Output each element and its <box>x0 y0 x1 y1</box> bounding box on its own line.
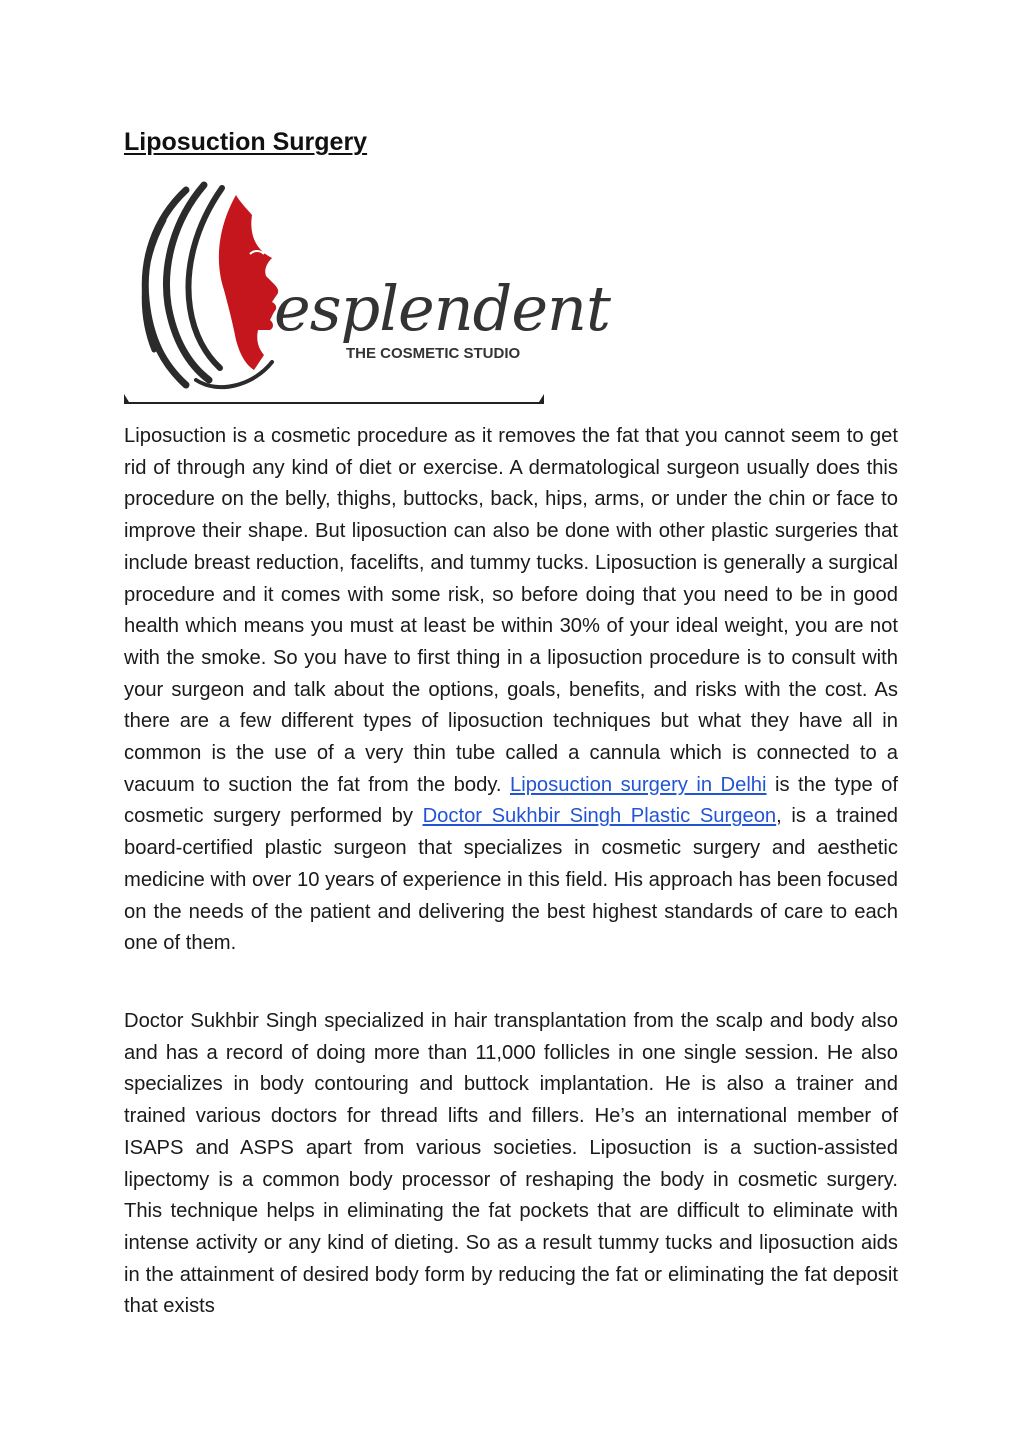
paragraph-intro <box>124 421 898 960</box>
paragraph-doctor: Doctor Sukhbir Singh specialized in hair transplantation from the scalp and body also and has a record of doing more than 11,000 follicles in one single session. He also specializes in body contouring and buttock implantation. He is also a trainer and trained various doctors for thread lifts and fillers. He’s an international member of ISAPS and ASPS apart from various societies. Liposuction is a suction-assisted lipectomy is a common body processor of reshaping the body in cosmetic surgery. This technique helps in eliminating the fat pockets that are difficult to eliminate with intense activity or any kind of dieting. So as a result tummy tucks and liposuction aids in the attainment of desired body form by reducing the fat or eliminating the fat deposit that exists <box>124 1010 898 1318</box>
paragraph-intro-middle: is the type of cosmetic surgery performed by <box>124 773 898 828</box>
logo-graphic <box>124 180 610 400</box>
logo-corner-right <box>539 394 544 402</box>
paragraph-intro-text: Liposuction is a cosmetic procedure as it removes the fat that you cannot seem to get rid of through any kind of diet or exercise. A dermatological surgeon usually does this procedure on the belly, thighs, buttocks, back, hips, arms, or under the chin or face to improve their shape. But liposuction can also be done with other plastic surgeries that include breast reduction, facelifts, and tummy tucks. Liposuction is generally a surgical procedure and it comes with some risk, so before doing that you need to be in good health which means you must at least be within 30% of your ideal weight, you are not with the smoke. So you have to first thing in a liposuction procedure is to consult with your surgeon and talk about the options, goals, benefits, and risks with the cost. As there are a few different types of liposuction techniques but what they have all in common is the use of a very thin tube called a cannula which is connected to a vacuum to suction the fat from the body. <box>124 425 898 796</box>
logo-brand-text: esplendent <box>274 272 610 345</box>
liposuction-delhi-link[interactable]: Liposuction surgery in Delhi <box>509 773 767 796</box>
esplendent-logo <box>124 180 610 404</box>
logo-corner-left <box>124 394 129 402</box>
logo-tagline: THE COSMETIC STUDIO <box>346 345 521 362</box>
doctor-link[interactable]: Doctor Sukhbir Singh Plastic Surgeon <box>422 805 777 828</box>
paragraph-intro-end: , is a trained board-certified plastic surgeon that specializes in cosmetic surgery and aesthetic medicine with over 10 years of experience in this field. His approach has been focused on the needs of the patient and delivering the best highest standards of care to each one of them. <box>124 805 898 955</box>
page-title: Liposuction Surgery <box>124 128 368 156</box>
